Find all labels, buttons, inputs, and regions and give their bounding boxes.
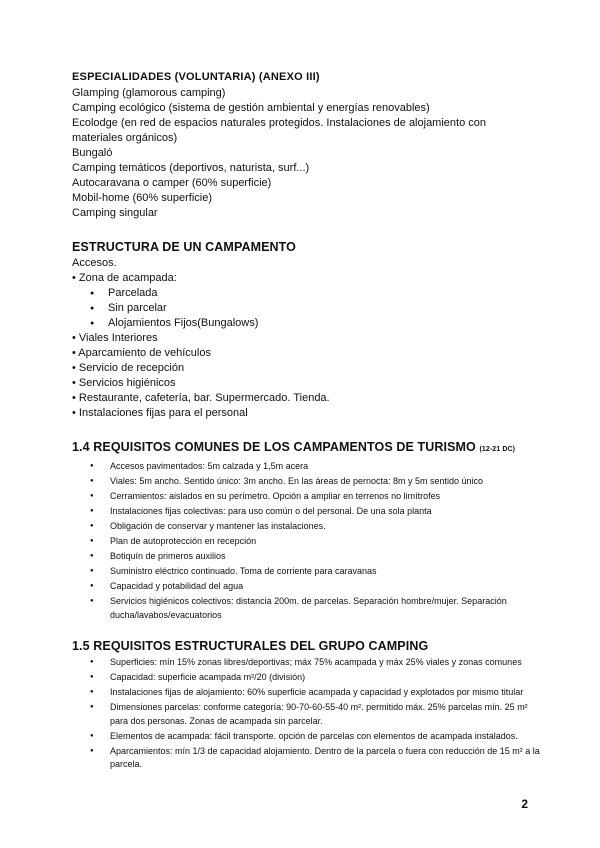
list-item: ● Dimensiones parcelas: conforme categoría: 90-70-60-55-40 m². permitido máx. 25% parcelas mín. 25 m² para dos personas. Zonas de acampada sin parcelar. [72, 701, 542, 728]
especialidad-line: Camping ecológico (sistema de gestión ambiental y energías renovables) [72, 102, 430, 114]
especialidad-line: Bungaló [72, 147, 113, 159]
estructura-section [72, 239, 542, 421]
estructura-zona: • Zona de acampada: [72, 272, 177, 284]
list-item: ● Accesos pavimentados: 5m calzada y 1,5m acera [72, 460, 542, 474]
estructura-accesos: Accesos. [72, 257, 117, 269]
list-item: ● Capacidad: superficie acampada m²/20 (división) [72, 671, 542, 685]
especialidad-line: Camping singular [72, 207, 158, 219]
list-item: ● Superficies: mín 15% zonas libres/deportivas; máx 75% acampada y máx 25% viales y zonas comunes [72, 656, 542, 670]
list-item: ● Servicios higiénicos colectivos: distancia 200m. de parcelas. Separación hombre/mujer. Separación ducha/lavabos/evacuatorios [72, 595, 542, 622]
estructura-item: • Aparcamiento de vehículos [72, 347, 211, 359]
document-page [72, 70, 542, 773]
especialidad-line: Camping temáticos (deportivos, naturista, surf...) [72, 162, 310, 174]
list-item: ● Instalaciones fijas de alojamiento: 60% superficie acampada y capacidad y explotados por mismo titular [72, 686, 542, 700]
estructura-item: • Servicios higiénicos [72, 377, 176, 389]
requisitos-comunes-heading [72, 439, 542, 458]
especialidad-line: Ecolodge (en red de espacios naturales protegidos. Instalaciones de alojamiento con [72, 117, 486, 129]
requisitos-estructurales-section [72, 638, 542, 772]
estructura-item: • Viales Interiores [72, 332, 158, 344]
list-item: ● Cerramientos: aislados en su perímetro. Opción a ampliar en terrenos no limítrofes [72, 490, 542, 504]
especialidades-section [72, 70, 542, 221]
list-item: ● Aparcamientos: mín 1/3 de capacidad alojamiento. Dentro de la parcela o fuera con reducción de 15 m² a la parcela. [72, 745, 542, 772]
page-number: 2 [521, 797, 528, 811]
list-item: ● Instalaciones fijas colectivas: para uso común o del personal. De una sola planta [72, 505, 542, 519]
list-item: ● Plan de autoprotección en recepción [72, 535, 542, 549]
zona-subitem: ● Sin parcelar [72, 301, 542, 316]
list-item: ● Obligación de conservar y mantener las instalaciones. [72, 520, 542, 534]
especialidad-line: materiales orgánicos) [72, 132, 178, 144]
requisitos-comunes-title: 1.4 REQUISITOS COMUNES DE LOS CAMPAMENTOS DE TURISMO [72, 440, 476, 454]
estructura-item: • Restaurante, cafetería, bar. Supermercado. Tienda. [72, 392, 330, 404]
requisitos-comunes-list [72, 460, 542, 622]
especialidad-line: Autocaravana o camper (60% superficie) [72, 177, 272, 189]
zona-subitem: ● Parcelada [72, 286, 542, 301]
estructura-heading: ESTRUCTURA DE UN CAMPAMENTO [72, 240, 296, 254]
list-item: ● Viales: 5m ancho. Sentido único: 3m ancho. En las áreas de pernocta: 8m y 5m sentido único [72, 475, 542, 489]
list-item: ● Suministro eléctrico continuado. Toma de corriente para caravanas [72, 565, 542, 579]
estructura-item: • Instalaciones fijas para el personal [72, 407, 248, 419]
list-item: ● Botiquín de primeros auxilios [72, 550, 542, 564]
list-item: ● Elementos de acampada: fácil transporte. opción de parcelas con elementos de acampada instalados. [72, 730, 542, 744]
zona-sublist [72, 286, 542, 331]
zona-subitem: ● Alojamientos Fijos(Bungalows) [72, 316, 542, 331]
especialidad-line: Glamping (glamorous camping) [72, 87, 226, 99]
requisitos-estructurales-list [72, 656, 542, 772]
requisitos-estructurales-heading: 1.5 REQUISITOS ESTRUCTURALES DEL GRUPO CAMPING [72, 639, 429, 653]
list-item: ● Capacidad y potabilidad del agua [72, 580, 542, 594]
requisitos-comunes-section [72, 439, 542, 622]
estructura-item: • Servicio de recepción [72, 362, 185, 374]
especialidad-line: Mobil-home (60% superficie) [72, 192, 212, 204]
especialidades-heading: ESPECIALIDADES (VOLUNTARIA) (ANEXO III) [72, 71, 320, 83]
decree-reference: (12-21 DC) [479, 446, 516, 453]
